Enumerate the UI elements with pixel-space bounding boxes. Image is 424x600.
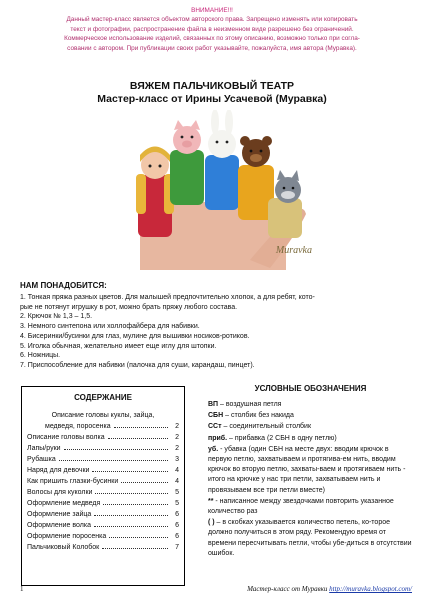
toc-page-number: 6 [175, 522, 179, 529]
legend-entry [208, 422, 413, 432]
abbreviations-legend [208, 384, 413, 560]
list-item: 7. Приспособление для набивки (палочка для суши, карандаш, пинцет). [20, 361, 255, 369]
legend-entry [208, 445, 413, 496]
notice-line: текст и фотографии, распространение файла в неизменном виде разрешено без ограничений. [70, 25, 354, 33]
toc-entry[interactable] [27, 542, 179, 553]
toc-page-number: 6 [175, 533, 179, 540]
toc-title: СОДЕРЖАНИЕ [74, 393, 132, 402]
toc-page-number: 7 [175, 544, 179, 551]
legend-entry [208, 497, 413, 517]
legend-text: – соединительный столбик [221, 423, 312, 431]
toc-page-number: 5 [175, 500, 179, 507]
toc-entry[interactable] [27, 476, 179, 487]
toc-page-number: 3 [175, 456, 179, 463]
list-item: 4. Бисеринки/бусинки для глаз, мулине для вышивки носиков-ротиков. [20, 332, 250, 340]
leader-dots [121, 482, 168, 483]
leader-dots [59, 460, 168, 461]
toc-page-number: 5 [175, 489, 179, 496]
toc-page-number: 4 [175, 467, 179, 474]
copyright-notice [10, 6, 414, 53]
toc-entry[interactable] [27, 410, 179, 432]
legend-text: - убавка (один СБН на месте двух: вводим крючок в первую петлю, захватываем и протягива-ем нить, вводим крючок во вторую петлю, захваты-ваем и протягиваем нить - итого на крючке у нас три петли, захватываем нить и провязываем все три петли вместе) [208, 445, 406, 494]
list-item: рые не потянут игрушку в рот, можно брать пряжу любого состава. [20, 303, 238, 311]
toc-entry-label: Рубашка [27, 456, 56, 463]
footer-url-link[interactable]: http://muravka.blogspot.com/ [329, 585, 412, 593]
footer-credit [247, 585, 412, 594]
toc-entry-label: Оформление волка [27, 522, 91, 529]
bunny-puppet [205, 110, 239, 210]
toc-entry-label: медведя, поросенка [45, 423, 111, 430]
toc-entry[interactable] [27, 487, 179, 498]
materials-section [20, 281, 412, 371]
toc-entry[interactable] [27, 454, 179, 465]
leader-dots [94, 526, 168, 527]
table-of-contents [21, 386, 185, 586]
notice-title: ВНИМАНИЕ!!! [191, 7, 233, 14]
list-item: 5. Иголка обычная, желательно имеет еще иглу для штопки. [20, 342, 217, 350]
list-item: 1. Тонкая пряжа разных цветов. Для малышей предпочтительно хлопок, а для ребят, кото- [20, 294, 315, 301]
legend-term: ** [208, 497, 214, 505]
legend-text: – столбик без накида [223, 412, 294, 420]
legend-term: приб. [208, 434, 228, 442]
materials-list [20, 293, 412, 371]
pig-puppet [170, 120, 204, 205]
materials-title: НАМ ПОНАДОБИТСЯ: [20, 281, 107, 290]
legend-text: – воздушная петля [218, 401, 282, 408]
leader-dots [94, 515, 168, 516]
footer-credit-text: Мастер-класс от Муравки [247, 585, 328, 593]
toc-entry-label: Описание головы куклы, зайца, [51, 412, 155, 419]
leader-dots [103, 504, 168, 505]
leader-dots [102, 548, 168, 549]
list-item: 6. Ножницы. [20, 352, 61, 360]
leader-dots [114, 427, 168, 428]
list-item: 2. Крючок № 1,3 – 1,5. [20, 313, 93, 321]
legend-title: УСЛОВНЫЕ ОБОЗНАЧЕНИЯ [254, 384, 367, 393]
legend-text: – в скобках указывается количество петель, ко-торое должно получиться в этом ряду. Рекомендую время от времени пересчитывать петли, чтобы убе-диться в отсутствии ошибок. [208, 519, 412, 557]
legend-term: ВП [208, 401, 219, 408]
leader-dots [64, 449, 168, 450]
legend-entry [208, 518, 413, 559]
legend-term: ( ) [208, 519, 215, 527]
legend-entry [208, 400, 413, 410]
toc-entry[interactable] [27, 531, 179, 542]
toc-entry-label: Оформление зайца [27, 511, 92, 518]
toc-page-number: 2 [175, 445, 179, 452]
notice-line: Коммерческое использование изделий, связанных по этому описанию, возможно только при согла- [64, 35, 360, 43]
toc-entry-label: Лапы/руки [27, 445, 61, 452]
list-item: 3. Немного синтепона или холлофайбера для набивки. [20, 323, 200, 331]
notice-line: Данный мастер-класс является объектом авторского права. Запрещено изменять или копировать [66, 16, 358, 24]
toc-page-number: 2 [175, 434, 179, 441]
toc-page-number: 2 [175, 423, 179, 430]
toc-entry[interactable] [27, 509, 179, 520]
toc-entry-label: Волосы для куколки [27, 489, 93, 496]
leader-dots [92, 471, 168, 472]
toc-entry[interactable] [27, 520, 179, 531]
toc-entry[interactable] [27, 432, 179, 443]
page-number: 1 [20, 585, 24, 593]
toc-entry-label: Оформление поросенка [27, 533, 107, 540]
toc-entry[interactable] [27, 443, 179, 454]
legend-entry [208, 434, 413, 444]
finger-puppets-photo [100, 110, 320, 270]
legend-term: СБН [208, 412, 224, 420]
notice-line: совании с автором. При публикации своих работ указывайте, пожалуйста, имя автора (Муравка). [67, 44, 357, 52]
legend-text: – прибавка (2 СБН в одну петлю) [227, 434, 337, 442]
girl-puppet [136, 147, 174, 238]
leader-dots [108, 438, 168, 439]
toc-entry-label: Наряд для девочки [27, 467, 90, 474]
legend-term: уб. [208, 445, 219, 453]
toc-entry-label: Как пришить глазки-бусинки [27, 478, 119, 485]
toc-page-number: 4 [175, 478, 179, 485]
toc-entry-label: Пальчиковый Колобок [27, 544, 100, 551]
toc-entry-label: Оформление медведя [27, 500, 101, 507]
page-title: ВЯЖЕМ ПАЛЬЧИКОВЫЙ ТЕАТР [129, 80, 295, 92]
legend-term: ССт [208, 423, 222, 431]
leader-dots [95, 493, 168, 494]
toc-page-number: 6 [175, 511, 179, 518]
legend-text: - написанное между звездочками повторить указанное количество раз [208, 497, 394, 516]
toc-entry[interactable] [27, 498, 179, 509]
photo-signature: Muravka [275, 245, 312, 256]
page-subtitle: Мастер-класс от Ирины Усачевой (Муравка) [97, 93, 327, 105]
legend-entry [208, 411, 413, 421]
toc-entry-label: Описание головы волка [27, 434, 105, 441]
toc-entry[interactable] [27, 465, 179, 476]
leader-dots [109, 537, 168, 538]
